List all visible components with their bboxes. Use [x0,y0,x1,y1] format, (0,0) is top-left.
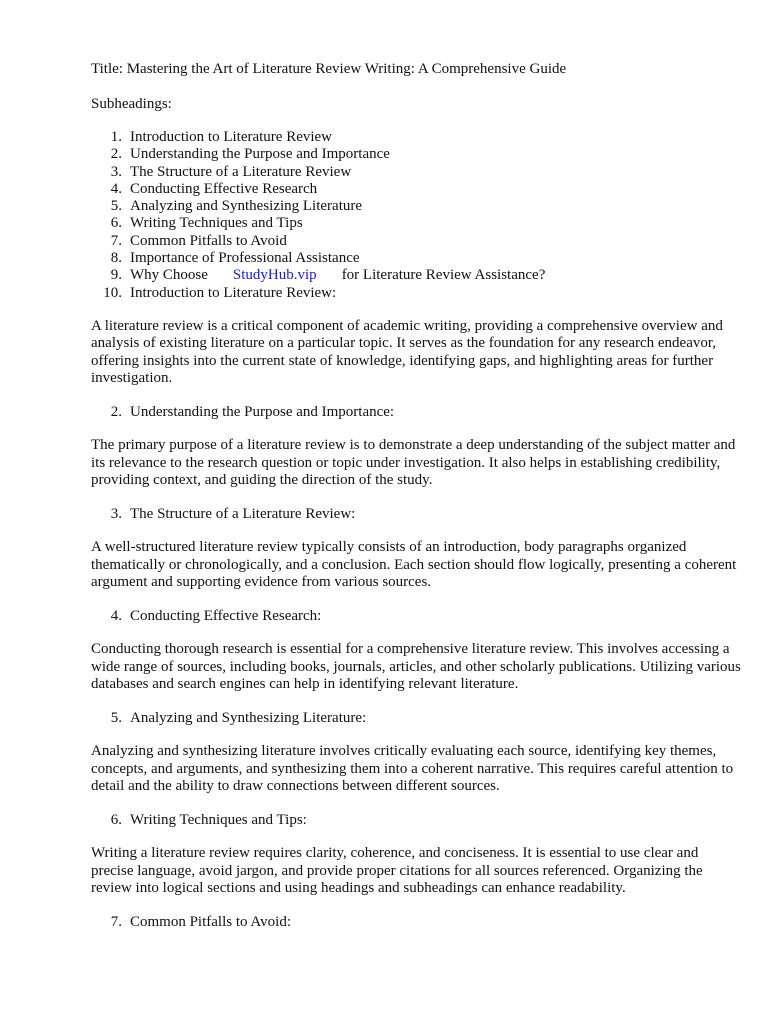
section-heading [91,812,741,830]
list-text: Introduction to Literature Review: [130,284,337,301]
list-text: The Structure of a Literature Review [130,163,352,180]
section-heading [91,608,741,626]
list-item [91,215,741,232]
section-number: 2. [110,403,122,420]
document-page [91,61,741,947]
subheadings-list [91,129,741,302]
list-item [91,164,741,181]
list-number: 1. [110,129,122,145]
list-text: Introduction to Literature Review [130,129,333,145]
section-number: 7. [110,913,122,930]
list-number: 7. [110,232,122,249]
section-paragraph: A well-structured literature review typically consists of an introduction, body paragraphs organized thematically or chronologically, and a conclusion. Each section should flow logically, presenting a coherent argument and supporting evidence from various sources. [91,539,737,591]
studyhub-link[interactable]: StudyHub.vip [232,267,317,284]
list-text: Importance of Professional Assistance [130,250,360,267]
list-item [91,198,741,215]
list-item [91,181,741,198]
list-text-before: Why Choose [130,267,208,284]
list-text [130,267,545,284]
section-paragraph: The primary purpose of a literature review is to demonstrate a deep understanding of the subject matter and its relevance to the research question or topic under investigation. It also helps in establishing credibility, providing context, and guiding the direction of the study. [91,437,736,489]
section-paragraph: Analyzing and synthesizing literature involves critically evaluating each source, identifying key themes, concepts, and arguments, and synthesizing them into a coherent narrative. This requires careful attention to detail and the ability to draw connections between different sources. [91,743,734,795]
list-number: 10. [103,284,122,301]
section-heading-text: Common Pitfalls to Avoid: [130,913,291,930]
section-heading-text: Writing Techniques and Tips: [130,811,307,828]
list-number: 9. [110,267,122,284]
intro-paragraph: A literature review is a critical component of academic writing, providing a comprehensive overview and analysis of existing literature on a particular topic. It serves as the foundation for any research endeavor, offering insights into the current state of knowledge, identifying gaps, and highlighting areas for further investigation. [91,317,723,387]
section-heading-text: Conducting Effective Research: [130,607,322,624]
section-heading [91,404,741,422]
list-number: 6. [110,215,122,232]
list-text: Conducting Effective Research [130,180,318,197]
list-number: 5. [110,198,122,215]
section-heading-text: Understanding the Purpose and Importance: [130,403,395,420]
subheadings-label: Subheadings: [91,95,172,112]
section-heading [91,914,741,932]
list-item [91,129,741,146]
section-number: 5. [110,709,122,726]
list-text: Understanding the Purpose and Importance [130,146,390,163]
list-item [91,250,741,267]
section-heading-text: The Structure of a Literature Review: [130,505,356,522]
list-number: 3. [110,163,122,180]
list-item [91,285,741,302]
list-item [91,233,741,250]
section-number: 3. [110,505,122,522]
list-text: Common Pitfalls to Avoid [130,232,287,249]
list-text: Writing Techniques and Tips [130,215,303,232]
document-title: Title: Mastering the Art of Literature Review Writing: A Comprehensive Guide [91,61,567,77]
section-paragraph: Writing a literature review requires clarity, coherence, and conciseness. It is essential to use clear and precise language, avoid jargon, and provide proper citations for all sources referenced. Organizing the review into logical sections and using headings and subheadings can enhance readability. [91,845,703,897]
list-text: Analyzing and Synthesizing Literature [130,198,363,215]
list-item [91,267,741,284]
list-number: 4. [110,180,122,197]
section-heading [91,506,741,524]
list-number: 2. [110,146,122,163]
list-item [91,146,741,163]
section-heading [91,710,741,728]
list-number: 8. [110,250,122,267]
list-text-after: for Literature Review Assistance? [341,267,546,284]
section-heading-text: Analyzing and Synthesizing Literature: [130,709,367,726]
section-number: 4. [110,607,122,624]
section-number: 6. [110,811,122,828]
section-paragraph: Conducting thorough research is essential for a comprehensive literature review. This involves accessing a wide range of sources, including books, journals, articles, and other scholarly publications. Utilizing various databases and search engines can help in identifying relevant literature. [91,641,741,693]
